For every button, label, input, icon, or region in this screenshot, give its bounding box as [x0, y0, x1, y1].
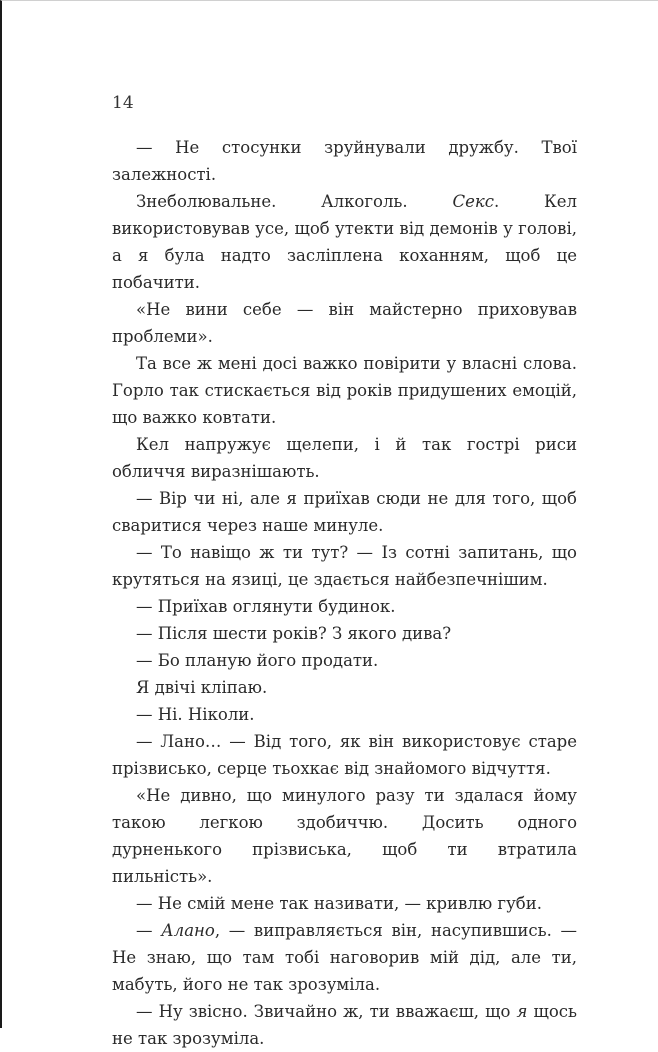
paragraph: [112, 782, 577, 890]
italic-text-run: Секс: [452, 192, 494, 211]
text-run: — Вір чи ні, але я приїхав сюди не для того, щоб сваритися через наше минуле.: [112, 489, 577, 535]
paragraph: [112, 539, 577, 593]
paragraph: [112, 593, 577, 620]
paragraph: [112, 917, 577, 998]
body-text: [112, 134, 577, 1052]
text-run: — Після шести років? З якого дива?: [136, 624, 452, 643]
paragraph: [112, 134, 577, 188]
text-run: — Лано… — Від того, як він використовує старе прізвисько, серце тьохкає від знайомого відчуття.: [112, 732, 577, 778]
paragraph: [112, 674, 577, 701]
text-run: —: [136, 921, 162, 940]
page-number: 14: [112, 93, 134, 113]
text-run: «Не вини себе — він майстерно приховував проблеми».: [112, 300, 577, 346]
paragraph: [112, 188, 577, 296]
text-run: . Кел використовував усе, щоб утекти від демонів у голові, а я була надто засліплена коханням, щоб це побачити.: [112, 192, 577, 292]
paragraph: [112, 350, 577, 431]
text-run: — Не смій мене так називати, — кривлю губи.: [136, 894, 542, 913]
italic-text-run: Алано: [161, 921, 215, 940]
paragraph: [112, 701, 577, 728]
text-run: — Ні. Ніколи.: [136, 705, 255, 724]
italic-text-run: я: [516, 1002, 528, 1021]
paragraph: [112, 485, 577, 539]
text-run: «Не дивно, що минулого разу ти здалася йому такою легкою здобиччю. Досить одного дурненького прізвиська, щоб ти втратила пильність».: [112, 786, 577, 886]
text-run: Та все ж мені досі важко повірити у власні слова. Горло так стискається від років придушених емоцій, що важко ковтати.: [112, 354, 577, 427]
paragraph: [112, 431, 577, 485]
text-run: — Приїхав оглянути будинок.: [136, 597, 396, 616]
text-run: — То навіщо ж ти тут? — Із сотні запитань, що крутяться на язиці, це здається найбезпечнішим.: [112, 543, 577, 589]
paragraph: [112, 998, 577, 1052]
paragraph: [112, 728, 577, 782]
paragraph: [112, 647, 577, 674]
text-run: Кел напружує щелепи, і й так гострі риси обличчя виразнішають.: [112, 435, 577, 481]
text-run: — Бо планую його продати.: [136, 651, 379, 670]
text-run: щось не так зрозуміла.: [112, 1002, 577, 1048]
paragraph: [112, 890, 577, 917]
text-run: — Ну звісно. Звичайно ж, ти вважаєш, що: [136, 1002, 517, 1021]
paragraph: [112, 620, 577, 647]
text-run: , — виправляється він, насупившись. — Не знаю, що там тобі наговорив мій дід, але ти, мабуть, його не так зрозуміла.: [112, 921, 577, 994]
text-run: Знеболювальне. Алкоголь.: [136, 192, 453, 211]
paragraph: [112, 296, 577, 350]
text-run: — Не стосунки зруйнували дружбу. Твої залежності.: [112, 138, 577, 184]
text-run: Я двічі кліпаю.: [136, 678, 268, 697]
